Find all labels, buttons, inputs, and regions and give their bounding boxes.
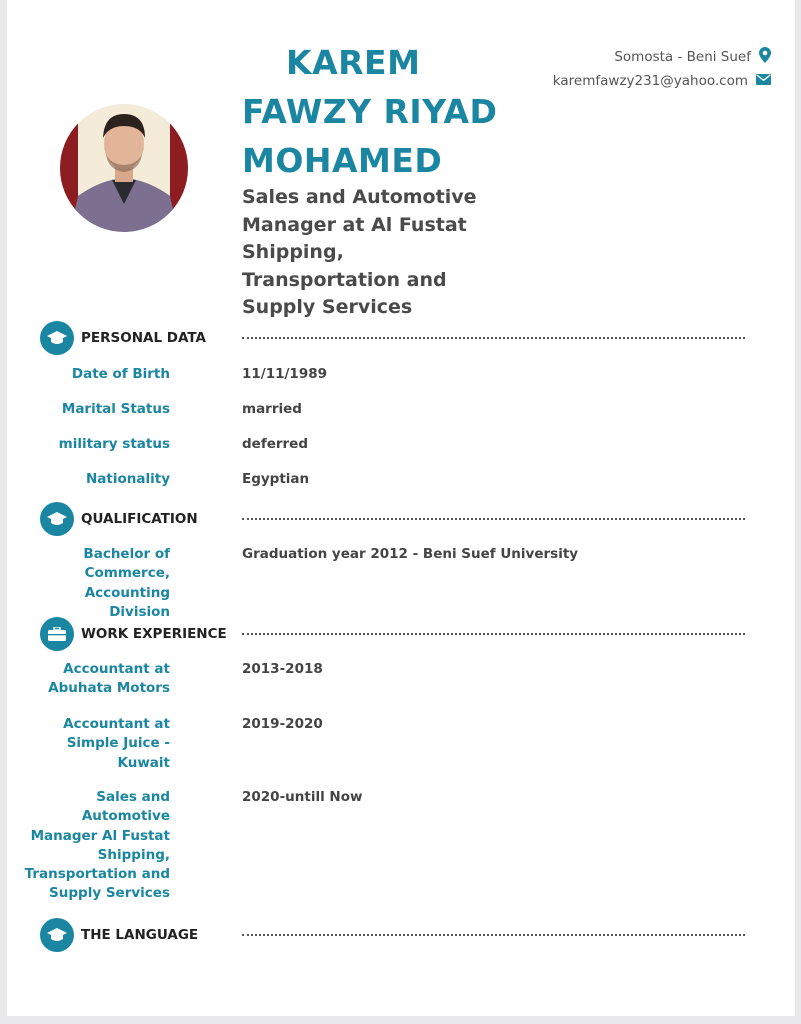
section-language (40, 918, 745, 952)
location-text: Somosta - Beni Suef (614, 49, 751, 65)
graduation-cap-icon (40, 321, 74, 355)
row-label: Date of Birth (71, 366, 170, 382)
name-line-2: FAWZY RIYAD (242, 92, 498, 131)
map-pin-icon (759, 47, 771, 67)
section-qualification (40, 502, 745, 536)
dotted-divider (242, 518, 745, 520)
row-value: Egyptian (242, 471, 310, 487)
row-label: Marital Status (61, 401, 170, 417)
section-title: PERSONAL DATA (81, 330, 206, 346)
row-label: Bachelor of Commerce, Accounting Division (83, 546, 170, 620)
row-value: 2020-untill Now (242, 789, 363, 805)
row-label: Sales and Automotive Manager Al Fustat Shipping, Transportation and Supply Services (24, 789, 170, 902)
section-title: QUALIFICATION (81, 511, 198, 527)
headline: Sales and Automotive Manager at Al Fustat Shipping, Transportation and Supply Services (242, 186, 477, 318)
briefcase-icon (40, 617, 74, 651)
avatar (60, 104, 188, 232)
section-personal-data (40, 321, 745, 355)
row-value: married (242, 401, 302, 417)
envelope-icon (756, 73, 771, 89)
row-value: 2019-2020 (242, 716, 323, 732)
row-value: 11/11/1989 (242, 366, 328, 382)
graduation-cap-icon (40, 918, 74, 952)
row-value: Graduation year 2012 - Beni Suef University (242, 546, 579, 562)
dotted-divider (242, 633, 745, 635)
graduation-cap-icon (40, 502, 74, 536)
section-title: WORK EXPERIENCE (81, 626, 227, 642)
email-text[interactable]: karemfawzy231@yahoo.com (552, 73, 748, 89)
email-contact[interactable] (511, 73, 771, 89)
section-work-experience (40, 617, 745, 651)
name-line-1: KAREM (286, 43, 421, 82)
row-value: deferred (242, 436, 308, 452)
row-label: military status (58, 436, 170, 452)
dotted-divider (242, 337, 745, 339)
row-label: Accountant at Abuhata Motors (48, 661, 170, 697)
name-line-3: MOHAMED (242, 141, 443, 180)
dotted-divider (242, 934, 745, 936)
row-label: Accountant at Simple Juice - Kuwait (63, 716, 170, 771)
section-title: THE LANGUAGE (81, 927, 199, 943)
location-contact (511, 47, 771, 67)
full-name (242, 38, 502, 185)
row-label: Nationality (86, 471, 170, 487)
row-value: 2013-2018 (242, 661, 323, 677)
